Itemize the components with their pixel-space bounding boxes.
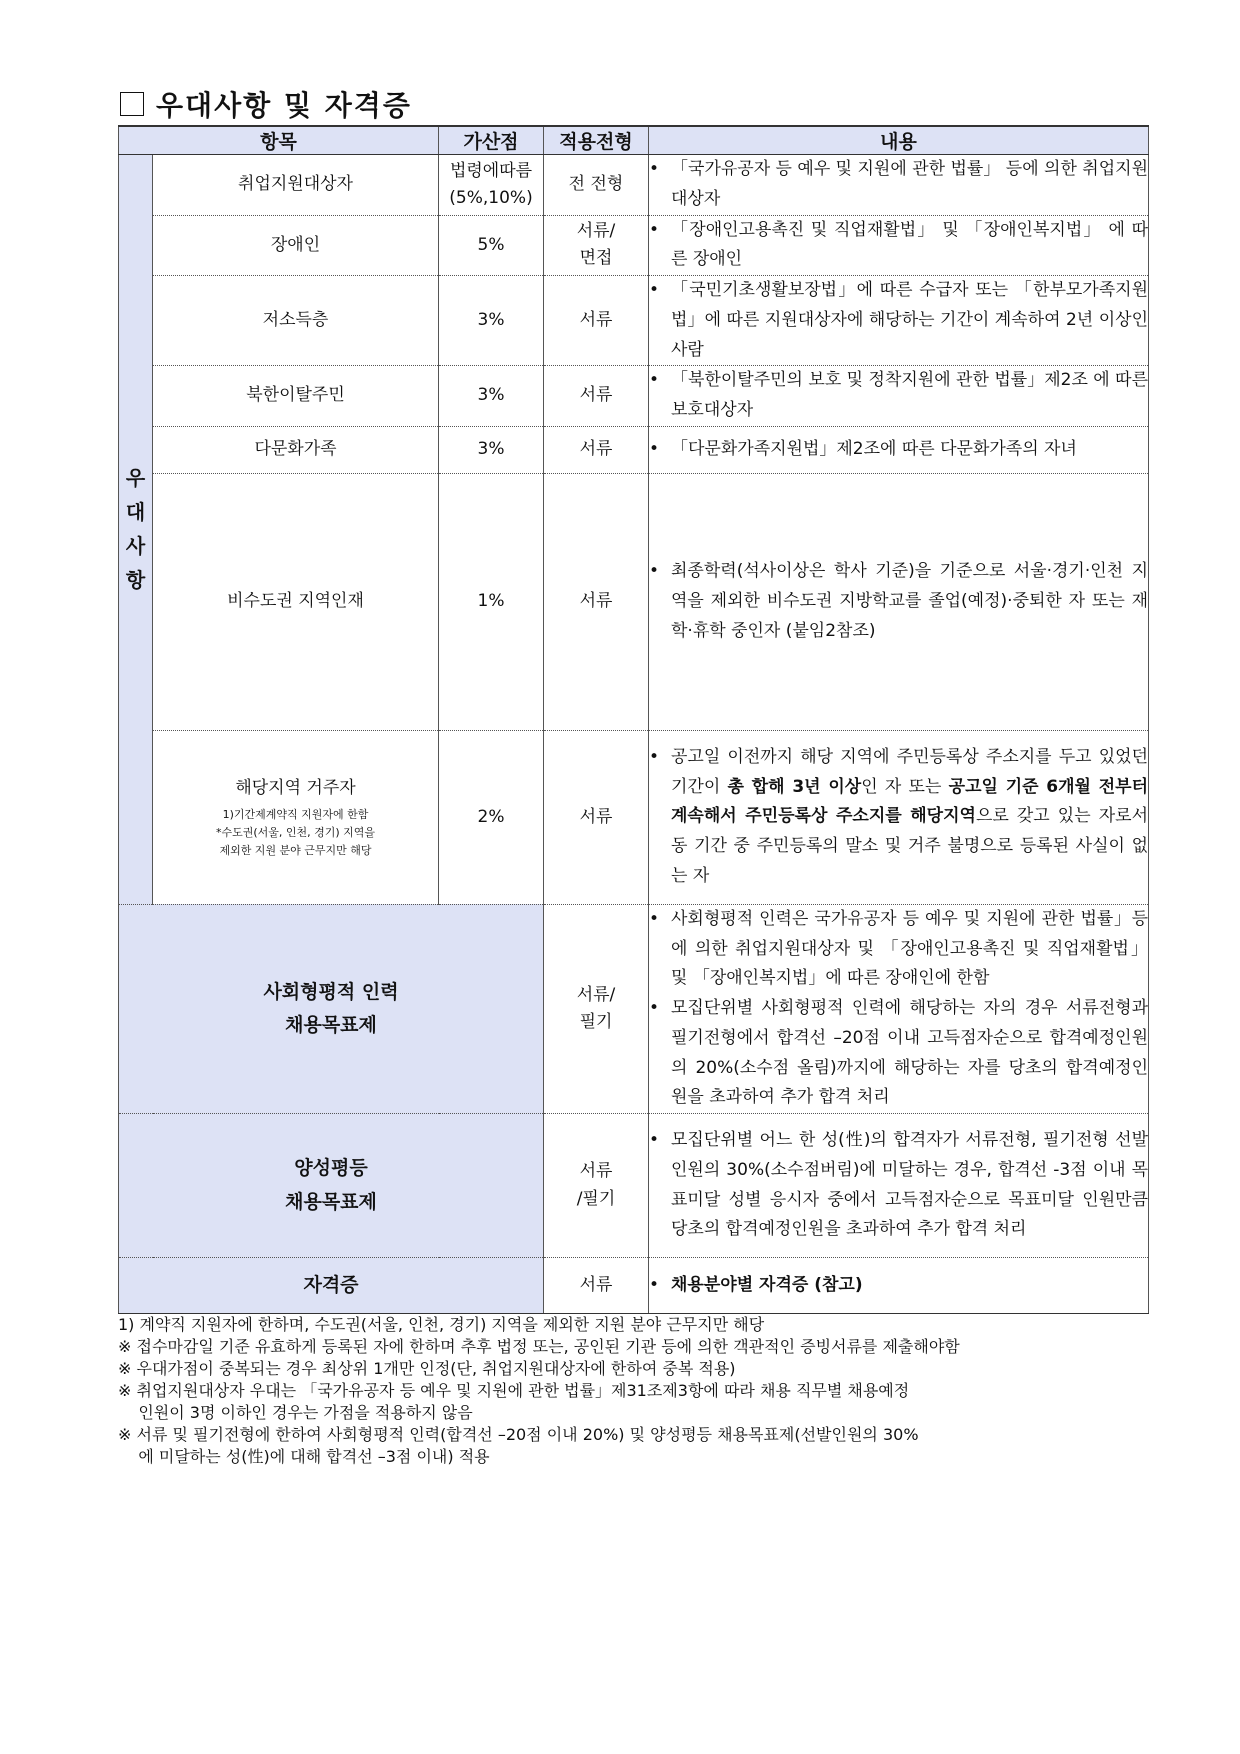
side-label-char: 항 [125, 568, 146, 593]
row-item: 비수도권 지역인재 [153, 473, 439, 730]
side-label-cell [119, 155, 153, 905]
bullet-item [649, 366, 1148, 426]
footnote: ※ 취업지원대상자 우대는 「국가유공자 등 예우 및 지원에 관한 법률」제31조제3항에 따라 채용 직무별 채용예정 인원이 3명 이하인 경우는 가점을 적용하지 않음 [118, 1381, 910, 1423]
row-stage: 서류 [544, 366, 649, 427]
bullet-item [649, 155, 1148, 215]
footnote: ※ 서류 및 필기전형에 한하여 사회형평적 인력(합격선 –20점 이내 20%) 및 양성평등 채용목표제(선발인원의 30% 에 미달하는 성(性)에 대해 합격선 –3점 이내) 적용 [118, 1425, 919, 1467]
section-title-text: 우대사항 및 자격증 [156, 89, 412, 122]
bullet-mark: • [649, 908, 660, 929]
row-points-line: 법령에따름 [449, 160, 533, 181]
bullet-mark: • [649, 159, 660, 179]
row-stage-line: 전 전형 [568, 174, 624, 195]
row-content [649, 426, 1149, 473]
bullet-mark: • [649, 998, 660, 1018]
row-content [649, 473, 1149, 730]
bullet-item [649, 276, 1148, 365]
header-points: 가산점 [439, 126, 544, 155]
row-content [649, 276, 1149, 366]
row-stage: 서류 [544, 276, 649, 366]
table-row [119, 1114, 1149, 1258]
row-points: 3% [439, 276, 544, 366]
row-content [649, 366, 1149, 427]
row-points: 3% [439, 366, 544, 427]
bullet-text: 사회형평적 인력은 국가유공자 등 예우 및 지원에 관한 법률」등에 의한 취업지원대상자 및 「장애인고용촉진 및 직업재활법」 및 「장애인복지법」에 따른 장애인에 한함 [671, 908, 1148, 989]
row-item: 장애인 [153, 215, 439, 276]
row-content [649, 155, 1149, 216]
table-row [119, 155, 1149, 216]
bullet-text: 「장애인고용촉진 및 직업재활법」 및 「장애인복지법」 에 따른 장애인 [671, 219, 1148, 270]
gender-label-line: 양성평등 [294, 1157, 368, 1180]
social-stage-line: 서류/ [576, 984, 616, 1005]
footnote: 1) 계약직 지원자에 한하며, 수도권(서울, 인천, 경기) 지역을 제외한 지원 분야 근무지만 해당 [118, 1315, 765, 1334]
gender-stage-line: 서류 [579, 1161, 613, 1182]
bold-text-run: 총 합해 3년 이상 [727, 776, 862, 797]
row-points: 5% [439, 215, 544, 276]
side-label-char: 사 [125, 534, 146, 559]
table-row [119, 215, 1149, 276]
gender-stage-line: /필기 [576, 1188, 616, 1209]
bullet-text: 모집단위별 사회형평적 인력에 해당하는 자의 경우 서류전형과 필기전형에서 합격선 –20점 이내 고득점자순으로 합격예정인원의 20%(소수점 올림)까지에 해당하는 자를 당초의 합격예정인원을 초과하여 추가 합격 처리 [671, 998, 1148, 1108]
social-stage-line: 필기 [579, 1011, 613, 1032]
text-run: 공고일 이전까지 해당 지역에 주민등록상 주소지를 두고 있었던 기간이 [671, 746, 1148, 797]
bullet-text: 「국민기초생활보장법」에 따른 수급자 또는 「한부모가족지원법」에 따른 지원대상자에 해당하는 기간이 계속하여 2년 이상인 사람 [671, 280, 1148, 360]
section-title [120, 84, 412, 124]
bullet-text: 채용분야별 자격증 (참고) [671, 1274, 863, 1295]
table-row [119, 473, 1149, 730]
social-label [119, 904, 544, 1113]
row-points-line: (5%,10%) [449, 187, 533, 208]
row-item: 북한이탈주민 [153, 366, 439, 427]
bullet-item [649, 743, 1148, 892]
row-points: 2% [439, 730, 544, 904]
table-row [119, 730, 1149, 904]
gender-content [649, 1114, 1149, 1258]
preference-table [118, 125, 1149, 1314]
bullet-mark: • [649, 1130, 660, 1150]
gender-label-line: 채용목표제 [285, 1190, 377, 1213]
bullet-item [649, 994, 1148, 1113]
social-label-line: 채용목표제 [285, 1013, 377, 1036]
table-row [119, 426, 1149, 473]
row-points [439, 155, 544, 216]
bullet-mark: • [649, 438, 660, 459]
footnotes [118, 1314, 1148, 1469]
row-stage: 서류 [544, 426, 649, 473]
row-stage: 서류 [544, 730, 649, 904]
footnote: ※ 접수마감일 기준 유효하게 등록된 자에 한하며 추후 법정 또는, 공인된 기관 등에 의한 객관적인 증빙서류를 제출해야함 [118, 1337, 960, 1357]
table-header-row [119, 126, 1149, 155]
row-content [649, 215, 1149, 276]
row-stage [544, 155, 649, 216]
row-stage-line: 서류/ [576, 221, 616, 242]
footnote: ※ 우대가점이 중복되는 경우 최상위 1개만 인정(단, 취업지원대상자에 한하여 중복 적용) [118, 1359, 736, 1379]
table-row [119, 1258, 1149, 1314]
bold-text-run: 공고일 기준 6개월 전부터 계속해서 주민등록상 주소지를 해당지역 [671, 776, 1149, 827]
resident-note-block [153, 806, 438, 859]
row-points: 1% [439, 473, 544, 730]
table-row [119, 366, 1149, 427]
cert-stage: 서류 [544, 1258, 649, 1314]
gender-label [119, 1114, 544, 1258]
table-row [119, 276, 1149, 366]
bullet-text: 「국가유공자 등 예우 및 지원에 관한 법률」 등에 의한 취업지원대상자 [671, 159, 1148, 209]
gender-stage [544, 1114, 649, 1258]
bullet-text: 「다문화가족지원법」제2조에 따른 다문화가족의 자녀 [671, 438, 1077, 459]
row-item: 취업지원대상자 [153, 155, 439, 216]
social-label-line: 사회형평적 인력 [263, 980, 399, 1003]
bullet-mark: • [649, 219, 660, 240]
bullet-item [649, 216, 1148, 276]
bullet-text: 「북한이탈주민의 보호 및 정착지원에 관한 법률」제2조 에 따른 보호대상자 [671, 370, 1148, 420]
row-stage [544, 215, 649, 276]
side-label-char: 대 [125, 500, 146, 525]
bullet-text [671, 743, 1148, 892]
row-item [153, 730, 439, 904]
cert-content [649, 1258, 1149, 1314]
bullet-mark: • [649, 746, 660, 767]
bullet-item [649, 435, 1148, 465]
bullet-item [649, 1126, 1148, 1245]
row-stage: 서류 [544, 473, 649, 730]
resident-note-line: 1)기간제계약직 지원자에 한함 [222, 808, 369, 822]
cert-label: 자격증 [119, 1258, 544, 1314]
checkbox-square-icon [120, 92, 144, 116]
text-run: 인 자 또는 [861, 776, 949, 797]
row-stage-line: 면접 [579, 248, 613, 269]
bullet-item [649, 1271, 1148, 1301]
header-item: 항목 [119, 126, 439, 155]
bullet-item [649, 905, 1148, 994]
header-content: 내용 [649, 126, 1149, 155]
table-row [119, 904, 1149, 1113]
bullet-text: 모집단위별 어느 한 성(性)의 합격자가 서류전형, 필기전형 선발인원의 30%(소수점버림)에 미달하는 경우, 합격선 -3점 이내 목표미달 성별 응시자 중에서 고득점자순으로 목표미달 인원만큼 당초의 합격예정인원을 초과하여 추가 합격 처리 [671, 1130, 1148, 1240]
header-stage: 적용전형 [544, 126, 649, 155]
side-label [119, 461, 152, 597]
resident-note-line: *수도권(서울, 인천, 경기) 지역을 [215, 826, 376, 840]
bullet-mark: • [649, 561, 660, 582]
resident-note-line: 제외한 지원 분야 근무지만 해당 [219, 843, 372, 857]
row-item: 다문화가족 [153, 426, 439, 473]
social-content [649, 904, 1149, 1113]
bullet-mark: • [649, 280, 660, 300]
resident-item-title: 해당지역 거주자 [235, 778, 356, 799]
row-item: 저소득층 [153, 276, 439, 366]
bullet-item [649, 557, 1148, 646]
social-stage [544, 904, 649, 1113]
bullet-mark: • [649, 370, 660, 391]
text-run: 으로 갖고 있는 자로서 동 기간 중 주민등록의 말소 및 거주 불명으로 등록된 사실이 없는 자 [671, 806, 1148, 886]
side-label-char: 우 [125, 466, 146, 491]
bullet-text: 최종학력(석사이상은 학사 기준)을 기준으로 서울·경기·인천 지역을 제외한 비수도권 지방학교를 졸업(예정)·중퇴한 자 또는 재학·휴학 중인자 (붙임2참조) [671, 561, 1148, 641]
bullet-mark: • [649, 1274, 660, 1295]
row-content [649, 730, 1149, 904]
row-points: 3% [439, 426, 544, 473]
